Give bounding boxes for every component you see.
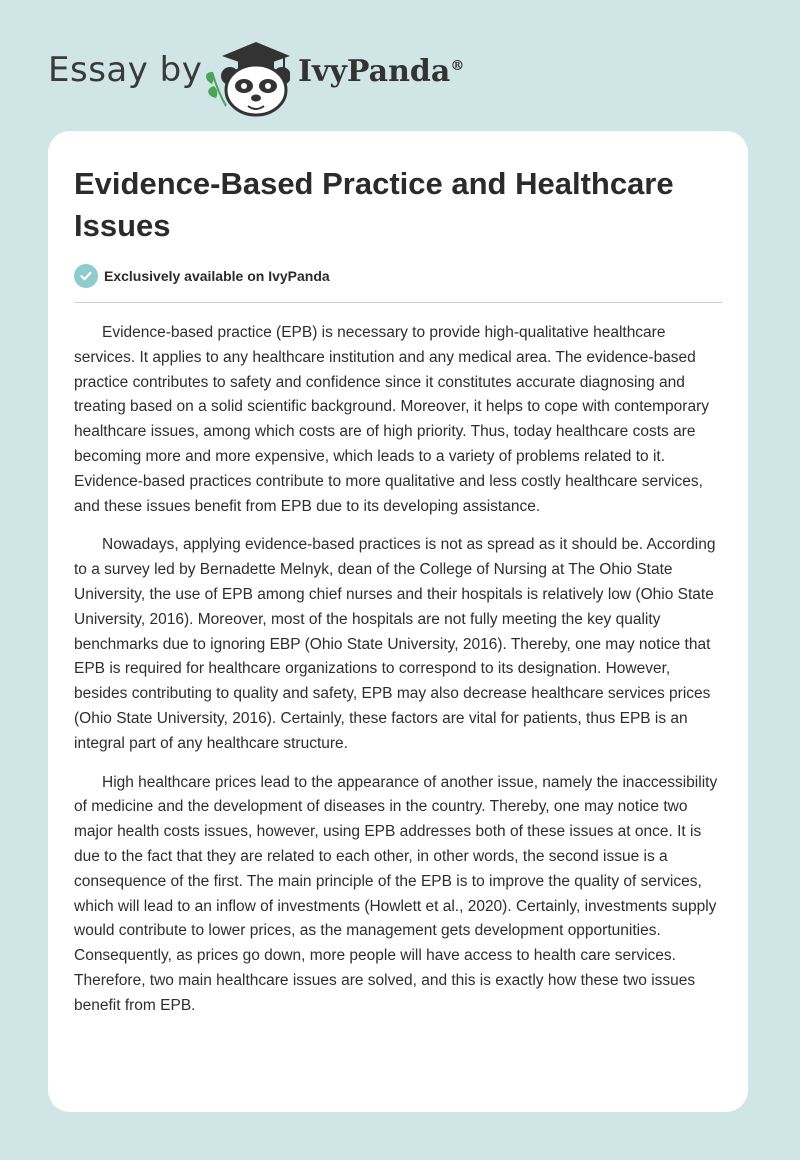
trademark-symbol: ®: [450, 58, 465, 74]
essay-card: [48, 131, 748, 1112]
essay-paragraph: High healthcare prices lead to the appearance of another issue, namely the inaccessibility of medicine and the development of diseases in the country. Thereby, one may notice two major health costs issues, however, using EPB addresses both of these issues at once. It is due to the fact that they are related to each other, in other words, the second issue is a consequence of the first. The main principle of the EPB is to improve the quality of services, which will lead to an inflow of investments (Howlett et al., 2020). Certainly, investments supply would contribute to lower prices, as the management gets development opportunities. Consequently, as prices go down, more people will have access to health care services. Therefore, two main healthcare issues are solved, and this is exactly how these two issues benefit from EPB.: [74, 773, 718, 1014]
site-header: [48, 28, 748, 118]
exclusive-badge-label: Exclusively available on IvyPanda: [104, 268, 330, 284]
brand-text: IvyPanda: [298, 54, 451, 89]
essay-paragraph: Evidence-based practice (EPB) is necessary to provide high-qualitative healthcare services. It applies to any healthcare institution and any medical area. The evidence-based practice contributes to safety and confidence since it constitutes accurate diagnosing and treating based on a solid scientific background. Moreover, it helps to cope with contemporary healthcare issues, among which costs are of high priority. Thus, today healthcare costs are becoming more and more expensive, which leads to a variety of problems related to it. Evidence-based practices contribute to more qualitative and less costly healthcare services, and these issues benefit from EPB due to its developing assistance.: [74, 324, 709, 515]
exclusive-badge: [74, 264, 330, 288]
essay-paragraph: Nowadays, applying evidence-based practices is not as spread as it should be. According to a survey led by Bernadette Melnyk, dean of the College of Nursing at The Ohio State University, the use of EPB among chief nurses and their hospitals is relatively low (Ohio State University, 2016). Moreover, most of the hospitals are not fully meeting the key quality benchmarks due to ignoring EBP (Ohio State University, 2016). Thereby, one may notice that EPB is required for healthcare organizations to correspond to its designation. However, besides contributing to quality and safety, EPB may also decrease healthcare services prices (Ohio State University, 2016). Certainly, these factors are vital for patients, thus EPB is an integral part of any healthcare structure.: [74, 536, 716, 752]
ivypanda-brand-name[interactable]: [298, 54, 464, 89]
essay-title: Evidence-Based Practice and Healthcare Issues: [74, 166, 674, 243]
check-icon: [74, 264, 98, 288]
ivypanda-logo-icon[interactable]: [200, 36, 290, 118]
title-divider: [74, 302, 722, 303]
essay-by-label: Essay by: [48, 50, 203, 90]
essay-body: [74, 321, 722, 1033]
